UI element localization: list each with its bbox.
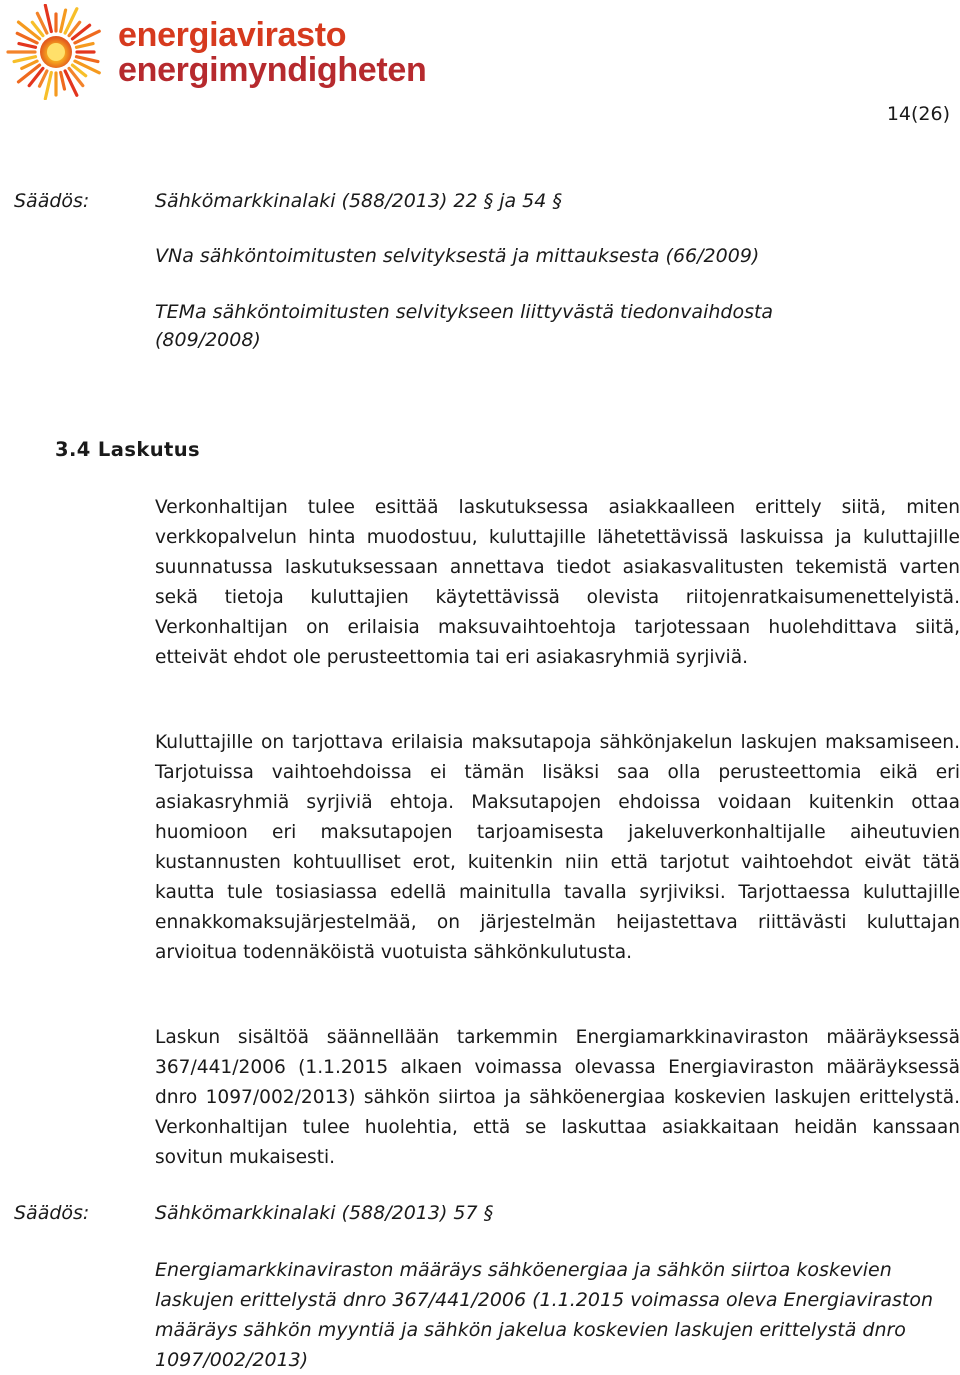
body-paragraph: Laskun sisältöä säännellään tarkemmin Energiamarkkinaviraston määräyksessä 367/441/2006 (1.1.2015 alkaen voimassa olevassa Energiaviraston määräyksessä dnro 1097/002/2013) sähkön siirtoa ja sähköenergiaa koskevien laskujen erittelystä. Verkonhaltijan tulee huolehtia, että se laskuttaa asiakkaitaan heidän kanssaan sovitun mukaisesti. bbox=[155, 1027, 960, 1168]
body-paragraph: Verkonhaltijan tulee esittää laskutuksessa asiakkaalleen erittely siitä, miten verkkopalvelun hinta muodostuu, kuluttajille lähetettävissä laskuissa ja kuluttajille suunnatussa laskutuksessaan annettava tiedot asiakasvalitusten tekemistä varten sekä tietoja kuluttajien käytettävissä olevista riitojenratkaisumenettelyistä. Verkonhaltijan on erilaisia maksuvaihtoehtoja tarjotessaan huolehdittava siitä, etteivät ehdot ole perusteettomia tai eri asiakasryhmiä syrjiviä. bbox=[155, 497, 960, 668]
logo-line-1: energiavirasto bbox=[118, 16, 347, 54]
sun-ray bbox=[14, 57, 35, 62]
page-number: 14(26) bbox=[886, 103, 950, 125]
logo-line-2: energimyndigheten bbox=[118, 51, 427, 89]
statute-ref: Energiamarkkinaviraston määräys sähköenergiaa ja sähkön siirtoa koskevien laskujen erittelystä dnro 367/441/2006 (1.1.2015 voimassa oleva Energiaviraston määräys sähkön myyntiä ja sähkön jakelua koskevien laskujen erittelystä dnro 1097/002/2013) bbox=[155, 1259, 934, 1371]
statute-ref: VNa sähköntoimitusten selvityksestä ja mittauksesta (66/2009) bbox=[155, 245, 760, 267]
sun-ray bbox=[61, 10, 66, 31]
sun-ray bbox=[45, 72, 51, 98]
sun-ray bbox=[76, 57, 97, 62]
statute-ref: Sähkömarkkinalaki (588/2013) 57 § bbox=[155, 1202, 494, 1224]
statute-label: Säädös: bbox=[14, 190, 90, 212]
sun-ray bbox=[19, 44, 36, 48]
sun-logo-icon bbox=[4, 4, 114, 100]
body-paragraph: Kuluttajille on tarjottava erilaisia maksutapoja sähkönjakelun laskujen maksamiseen. Tarjotuissa vaihtoehdoissa ei tämän lisäksi saa olla perusteettomia eikä eri asiakasryhmiä syrjiviä ehtoja. Maksutapojen ehdoissa voidaan kuitenkin ottaa huomioon eri maksutapojen tarjoamisesta jakeluverkonhaltijalle aiheutuvien kustannusten kohtuulliset erot, kuitenkin niin että tarjotut vaihtoehdot eivät tätä kautta tule tosiasiassa edellä mainitulla tavalla syrjiviksi. Tarjottaessa kuluttajille ennakkomaksujärjestelmää, on järjestelmän heijastettava riittävästi kuluttajan arvioitua todennäköistä vuotuista sähkönkulutusta. bbox=[155, 732, 960, 963]
sun-ray bbox=[76, 44, 93, 48]
sun-ray bbox=[45, 5, 51, 31]
logo-wordmark bbox=[118, 18, 427, 88]
statute-label: Säädös: bbox=[14, 1202, 90, 1224]
statute-ref: Sähkömarkkinalaki (588/2013) 22 § ja 54 § bbox=[155, 190, 562, 212]
logo bbox=[4, 4, 427, 100]
statute-ref: TEMa sähköntoimitusten selvitykseen liittyvästä tiedonvaihdosta (809/2008) bbox=[155, 301, 774, 351]
section-heading: 3.4 Laskutus bbox=[55, 438, 200, 461]
sun-ray bbox=[61, 72, 65, 89]
